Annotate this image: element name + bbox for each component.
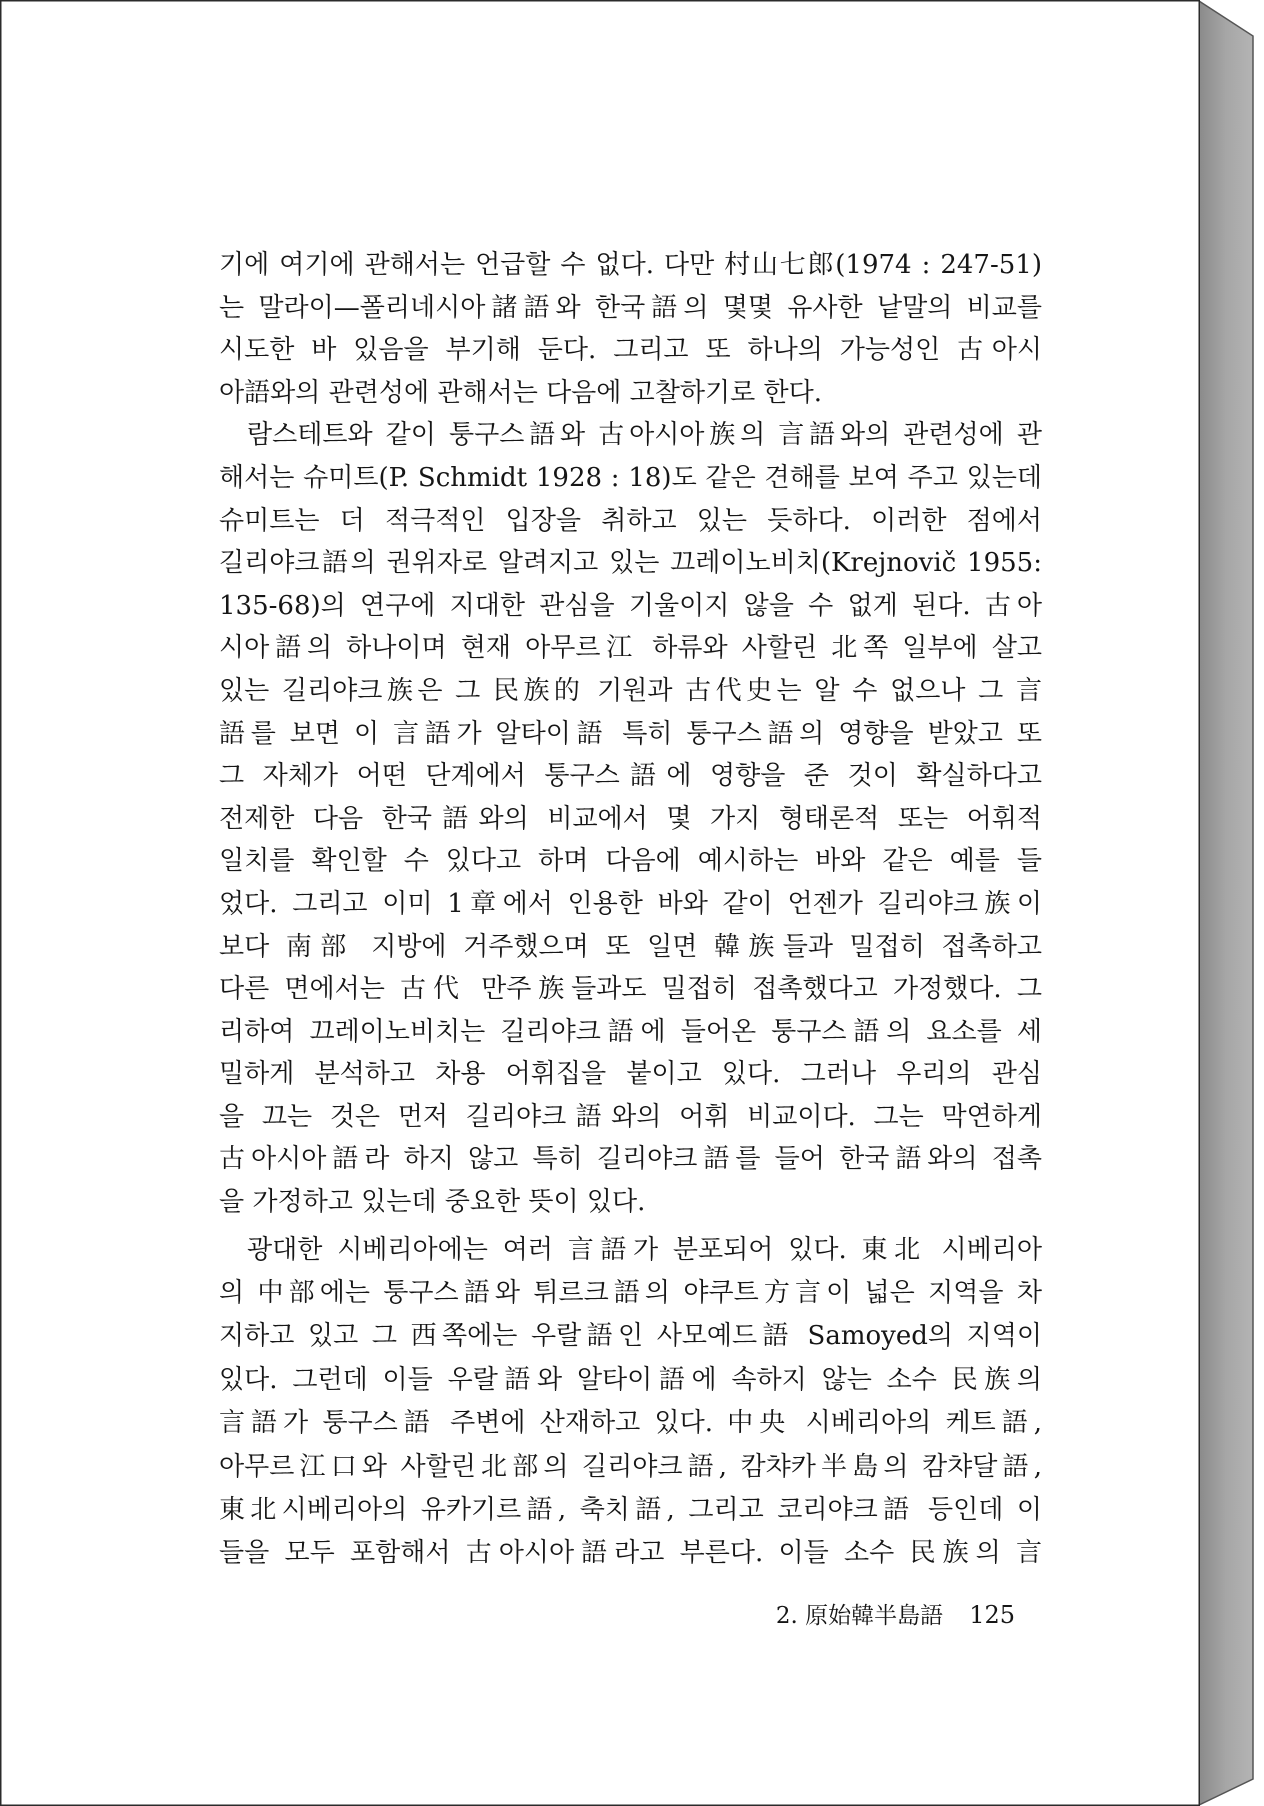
text-line: 시아語의 하나이며 현재 아무르江 하류와 사할린 北쪽 일부에 살고 [219,633,1042,664]
text-line: 었다. 그리고 이미 1章에서 인용한 바와 같이 언젠가 길리야크族이 [219,888,1042,919]
text-line: 광대한 시베리아에는 여러 言語가 분포되어 있다. 東北 시베리아 [247,1234,1042,1265]
text-line: 람스테트와 같이 퉁구스語와 古아시아族의 言語와의 관련성에 관 [247,420,1042,451]
text-line: 보다 南部 지방에 거주했으며 또 일면 韓族들과 밀접히 접촉하고 [219,931,1042,962]
text-line: 다른 면에서는 古代 만주族들과도 밀접히 접촉했다고 가정했다. 그 [219,974,1042,1005]
text-line: 전제한 다음 한국語와의 비교에서 몇 가지 형태론적 또는 어휘적 [219,803,1042,834]
text-line: 밀하게 분석하고 차용 어휘집을 붙이고 있다. 그러나 우리의 관심 [219,1059,1042,1090]
running-head: 2. 原始韓半島語 [775,1603,944,1629]
text-line: 語를 보면 이 言語가 알타이語 특히 퉁구스語의 영향을 받았고 또 [219,718,1042,749]
text-line: 古아시아語라 하지 않고 특히 길리야크語를 들어 한국語와의 접촉 [219,1144,1042,1175]
text-line: 슈미트는 더 적극적인 입장을 취하고 있는 듯하다. 이러한 점에서 [219,505,1042,536]
text-line: 기에 여기에 관해서는 언급할 수 없다. 다만 村山七郎(1974 : 247-51) [219,250,1042,280]
text-line: 일치를 확인할 수 있다고 하며 다음에 예시하는 바와 같은 예를 들 [219,846,1042,877]
text-line: 아語와의 관련성에 관해서는 다음에 고찰하기로 한다. [219,377,823,408]
page-number: 125 [969,1601,1015,1629]
paragraph [219,244,1042,414]
page-footer [640,1599,1015,1631]
text-line: 지하고 있고 그 西쪽에는 우랄語인 사모예드語 Samoyed의 지역이 [219,1321,1042,1352]
text-line: 는 말라이—폴리네시아諸語와 한국語의 몇몇 유사한 낱말의 비교를 [219,292,1042,323]
text-line: 리하여 끄레이노비치는 길리야크語에 들어온 퉁구스語의 요소를 세 [219,1016,1042,1047]
page-edge [1199,1,1253,1805]
text-line: 있다. 그런데 이들 우랄語와 알타이語에 속하지 않는 소수 民族의 [219,1364,1042,1395]
text-line: 東北시베리아의 유카기르語, 축치語, 그리고 코리야크語 등인데 이 [219,1495,1042,1525]
text-line: 의 中部에는 퉁구스語와 튀르크語의 야쿠트方言이 넓은 지역을 차 [219,1278,1042,1309]
body-text [219,244,1042,1576]
text-line: 을 가정하고 있는데 중요한 뜻이 있다. [219,1187,646,1218]
text-line: 시도한 바 있음을 부기해 둔다. 그리고 또 하나의 가능성인 古아시 [219,335,1042,366]
text-line: 들을 모두 포함해서 古아시아語라고 부른다. 이들 소수 民族의 言 [219,1538,1042,1569]
paragraph [219,1229,1042,1576]
text-line: 해서는 슈미트(P. Schmidt 1928 : 18)도 같은 견해를 보여 주고 있는데 [219,462,1042,493]
text-line: 그 자체가 어떤 단계에서 퉁구스語에 영향을 준 것이 확실하다고 [219,761,1042,792]
text-line: 言語가 퉁구스語 주변에 산재하고 있다. 中央 시베리아의 케트語, [219,1408,1042,1439]
text-line: 을 끄는 것은 먼저 길리야크語와의 어휘 비교이다. 그는 막연하게 [219,1101,1042,1132]
text-line: 아무르江口와 사할린北部의 길리야크語, 캄챠카半島의 캄챠달語, [219,1451,1042,1482]
text-line: 있는 길리야크族은 그 民族的 기원과 古代史는 알 수 없으나 그 言 [219,675,1042,706]
text-line: 135-68)의 연구에 지대한 관심을 기울이지 않을 수 없게 된다. 古아 [219,590,1042,621]
paragraph [219,414,1042,1223]
text-line: 길리야크語의 권위자로 알려지고 있는 끄레이노비치(Krejnovič 1955: [219,548,1042,579]
